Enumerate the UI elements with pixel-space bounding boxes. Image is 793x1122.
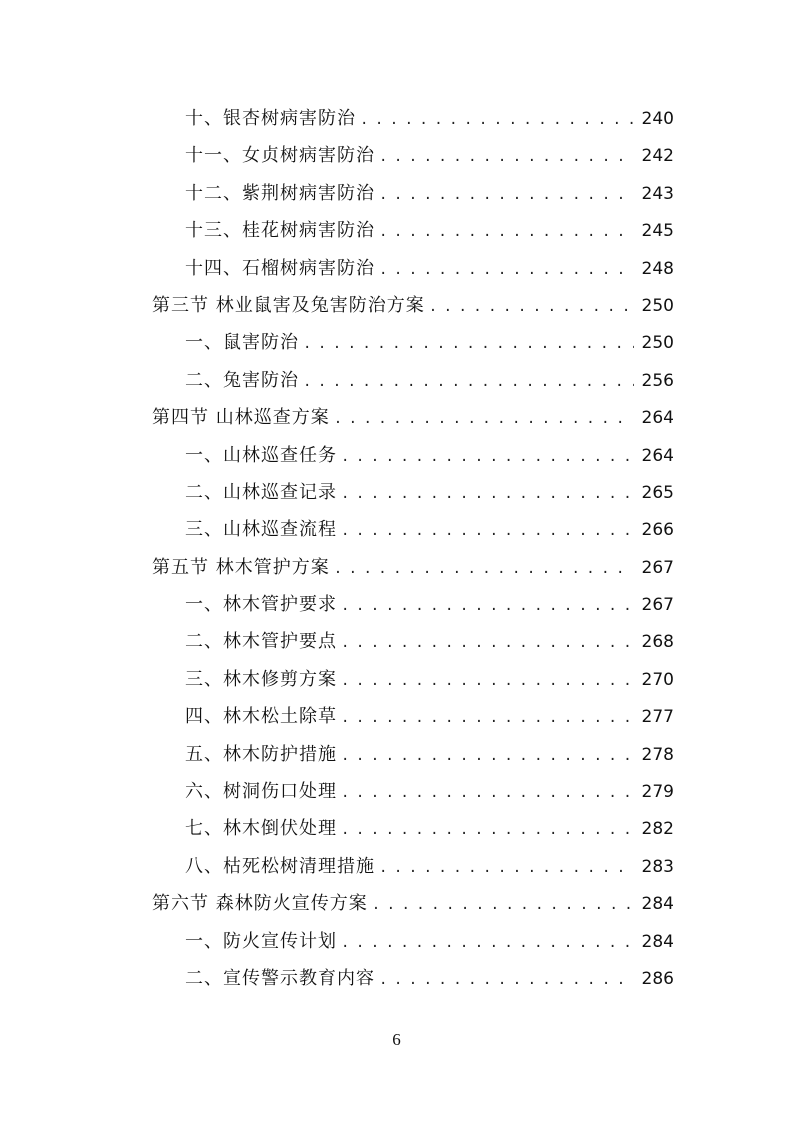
- toc-entry-title: 四、林木松土除草: [185, 706, 337, 728]
- toc-entry-title: 第五节 林木管护方案: [152, 556, 330, 578]
- toc-entry-title: 第六节 森林防火宣传方案: [152, 893, 368, 915]
- toc-subsection-entry[interactable]: [152, 960, 674, 997]
- toc-dot-leader: [341, 738, 634, 775]
- page-number: 6: [392, 1030, 401, 1049]
- toc-entry-title: 六、树洞伤口处理: [185, 781, 337, 803]
- toc-entry-title: 十一、女贞树病害防治: [185, 145, 375, 167]
- toc-subsection-entry[interactable]: [152, 212, 674, 249]
- toc-dot-leader: [303, 364, 634, 401]
- toc-entry-title: 一、防火宣传计划: [185, 930, 337, 952]
- toc-entry-title: 二、宣传警示教育内容: [185, 967, 375, 989]
- toc-subsection-entry[interactable]: [152, 623, 674, 660]
- toc-entry-page-number: 264: [641, 408, 674, 429]
- toc-entry-page-number: 286: [641, 968, 674, 989]
- toc-subsection-entry[interactable]: [152, 362, 674, 399]
- toc-entry-page-number: 240: [641, 109, 674, 129]
- toc-section-entry[interactable]: [152, 399, 674, 436]
- table-of-contents: [152, 100, 674, 997]
- toc-subsection-entry[interactable]: [152, 810, 674, 847]
- toc-dot-leader: [341, 812, 634, 849]
- toc-subsection-entry[interactable]: [152, 511, 674, 548]
- toc-subsection-entry[interactable]: [152, 848, 674, 885]
- toc-entry-page-number: 270: [641, 669, 674, 690]
- toc-entry-page-number: 264: [641, 445, 674, 466]
- toc-dot-leader: [341, 775, 634, 812]
- toc-dot-leader: [341, 439, 634, 476]
- toc-subsection-entry[interactable]: [152, 100, 674, 137]
- toc-entry-page-number: 250: [641, 295, 674, 316]
- toc-entry-page-number: 245: [641, 221, 674, 242]
- toc-dot-leader: [341, 476, 634, 513]
- toc-entry-page-number: 279: [641, 782, 674, 803]
- toc-entry-page-number: 284: [641, 894, 674, 915]
- toc-entry-title: 五、林木防护措施: [185, 743, 337, 765]
- toc-dot-leader: [429, 289, 634, 326]
- toc-entry-title: 二、林木管护要点: [185, 631, 337, 653]
- toc-entry-page-number: 284: [641, 931, 674, 952]
- toc-dot-leader: [334, 551, 634, 588]
- toc-dot-leader: [379, 139, 634, 176]
- toc-entry-page-number: 248: [641, 258, 674, 279]
- toc-dot-leader: [334, 401, 634, 438]
- toc-section-entry[interactable]: [152, 287, 674, 324]
- toc-entry-page-number: 256: [641, 370, 674, 391]
- toc-dot-leader: [379, 214, 634, 251]
- toc-entry-page-number: 282: [641, 819, 674, 840]
- toc-entry-title: 二、兔害防治: [185, 369, 299, 391]
- toc-subsection-entry[interactable]: [152, 923, 674, 960]
- toc-dot-leader: [341, 663, 634, 700]
- toc-subsection-entry[interactable]: [152, 137, 674, 174]
- toc-entry-page-number: 265: [641, 482, 674, 503]
- toc-section-entry[interactable]: [152, 885, 674, 922]
- toc-entry-title: 三、山林巡查流程: [185, 519, 337, 541]
- toc-section-entry[interactable]: [152, 549, 674, 586]
- toc-dot-leader: [341, 700, 634, 737]
- toc-entry-title: 十、银杏树病害防治: [185, 108, 356, 129]
- toc-subsection-entry[interactable]: [152, 661, 674, 698]
- toc-dot-leader: [379, 252, 634, 289]
- toc-subsection-entry[interactable]: [152, 773, 674, 810]
- toc-entry-title: 三、林木修剪方案: [185, 668, 337, 690]
- toc-entry-title: 一、林木管护要求: [185, 594, 337, 616]
- toc-subsection-entry[interactable]: [152, 474, 674, 511]
- toc-entry-title: 一、山林巡查任务: [185, 444, 337, 466]
- toc-subsection-entry[interactable]: [152, 324, 674, 361]
- toc-dot-leader: [379, 177, 634, 214]
- toc-entry-title: 十二、紫荆树病害防治: [185, 182, 375, 204]
- toc-entry-title: 第三节 林业鼠害及兔害防治方案: [152, 294, 425, 316]
- toc-subsection-entry[interactable]: [152, 698, 674, 735]
- toc-entry-page-number: 267: [641, 557, 674, 578]
- toc-entry-page-number: 283: [641, 856, 674, 877]
- toc-dot-leader: [372, 887, 634, 924]
- toc-subsection-entry[interactable]: [152, 250, 674, 287]
- toc-dot-leader: [379, 962, 634, 999]
- toc-entry-title: 二、山林巡查记录: [185, 481, 337, 503]
- toc-dot-leader: [341, 513, 634, 550]
- toc-entry-title: 七、林木倒伏处理: [185, 818, 337, 840]
- toc-dot-leader: [341, 588, 634, 625]
- toc-subsection-entry[interactable]: [152, 736, 674, 773]
- toc-entry-page-number: 278: [641, 744, 674, 765]
- toc-entry-page-number: 277: [641, 707, 674, 728]
- toc-entry-title: 十三、桂花树病害防治: [185, 220, 375, 242]
- toc-entry-page-number: 268: [641, 632, 674, 653]
- toc-entry-page-number: 266: [641, 520, 674, 541]
- toc-dot-leader: [303, 326, 634, 363]
- toc-subsection-entry[interactable]: [152, 437, 674, 474]
- toc-entry-page-number: 250: [641, 333, 674, 354]
- toc-entry-title: 十四、石榴树病害防治: [185, 257, 375, 279]
- toc-entry-title: 第四节 山林巡查方案: [152, 407, 330, 429]
- toc-entry-page-number: 267: [641, 595, 674, 616]
- toc-entry-title: 八、枯死松树清理措施: [185, 855, 375, 877]
- toc-dot-leader: [341, 925, 634, 962]
- toc-entry-page-number: 242: [641, 146, 674, 167]
- toc-dot-leader: [341, 625, 634, 662]
- toc-subsection-entry[interactable]: [152, 175, 674, 212]
- toc-dot-leader: [379, 850, 634, 887]
- toc-entry-page-number: 243: [641, 183, 674, 204]
- toc-dot-leader: [360, 102, 634, 139]
- toc-subsection-entry[interactable]: [152, 586, 674, 623]
- toc-entry-title: 一、鼠害防治: [185, 332, 299, 354]
